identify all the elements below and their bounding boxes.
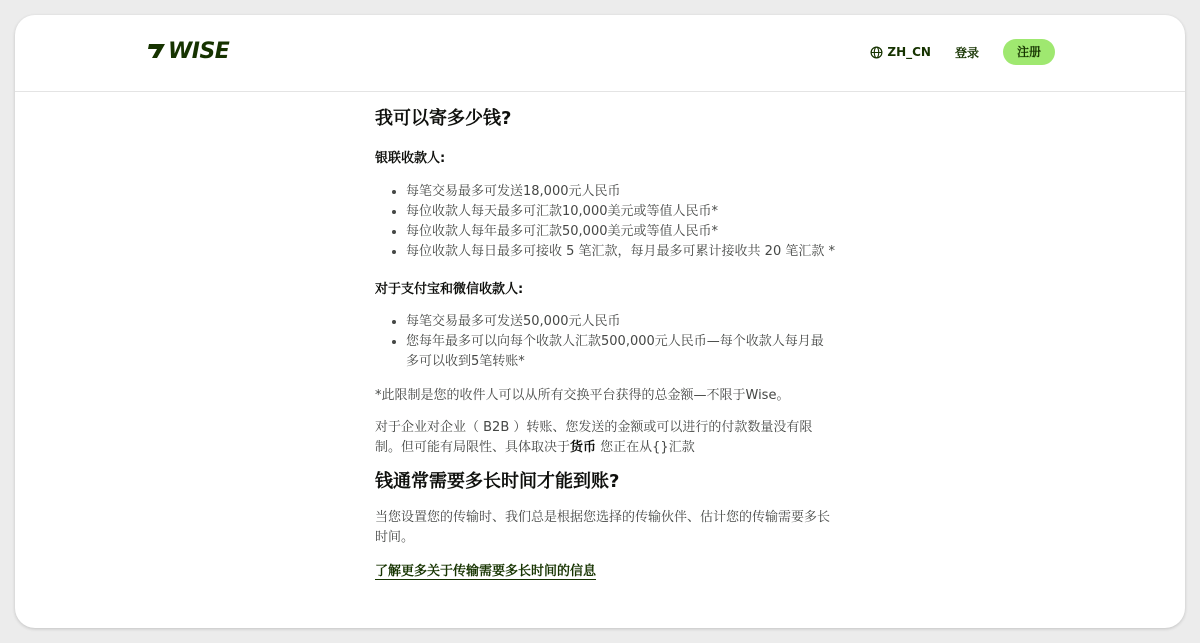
wise-logo[interactable] xyxy=(147,39,229,63)
amount-section-title: 我可以寄多少钱? xyxy=(375,108,512,129)
list-item: • 每笔交易最多可发送50,000元人民币 xyxy=(406,312,835,332)
b2b-text: 对于企业对企业（ B2B ）转账、您发送的金额或可以进行的付款数量没有限制。但可能有局限性、具体取决于 xyxy=(375,420,813,455)
transfer-time-info-link[interactable]: 了解更多关于传输需要多长时间的信息 xyxy=(375,564,597,579)
unionpay-heading: 银联收款人: xyxy=(375,151,446,166)
unionpay-limits-list xyxy=(375,182,835,262)
language-label: ZH_CN xyxy=(887,45,931,59)
browser-window xyxy=(15,15,1185,628)
wise-flag-icon xyxy=(147,42,167,60)
login-link[interactable]: 登录 xyxy=(954,45,979,60)
list-item: • 每位收款人每天最多可汇款10,000美元或等值人民币* xyxy=(406,202,835,222)
list-item: • 您每年最多可以向每个收款人汇款500,000元人民币—每个收款人每月最多可以收到5笔转账* xyxy=(406,332,835,372)
signup-button[interactable]: 注册 xyxy=(1003,39,1055,65)
site-header xyxy=(15,15,1185,92)
time-section-body: 当您设置您的传输时、我们总是根据您选择的传输伙伴、估计您的传输需要多长时间。 xyxy=(375,510,831,545)
list-item: • 每笔交易最多可发送18,000元人民币 xyxy=(406,182,835,202)
time-section-title: 钱通常需要多长时间才能到账? xyxy=(375,471,620,492)
language-selector[interactable] xyxy=(870,45,931,59)
logo-text: WISE xyxy=(168,38,230,64)
main-content xyxy=(375,107,835,579)
currency-keyword: 货币 xyxy=(570,440,597,455)
limit-note: *此限制是您的收件人可以从所有交换平台获得的总金额—不限于Wise。 xyxy=(375,388,790,403)
b2b-text-end: 您正在从{}汇款 xyxy=(596,440,695,455)
header-nav xyxy=(870,39,1055,65)
globe-icon xyxy=(870,46,883,59)
alipay-wechat-limits-list xyxy=(375,312,835,372)
alipay-wechat-heading: 对于支付宝和微信收款人: xyxy=(375,282,524,297)
b2b-paragraph xyxy=(375,418,835,458)
list-item: • 每位收款人每日最多可接收 5 笔汇款，每月最多可累计接收共 20 笔汇款 * xyxy=(406,242,835,262)
list-item: • 每位收款人每年最多可汇款50,000美元或等值人民币* xyxy=(406,222,835,242)
